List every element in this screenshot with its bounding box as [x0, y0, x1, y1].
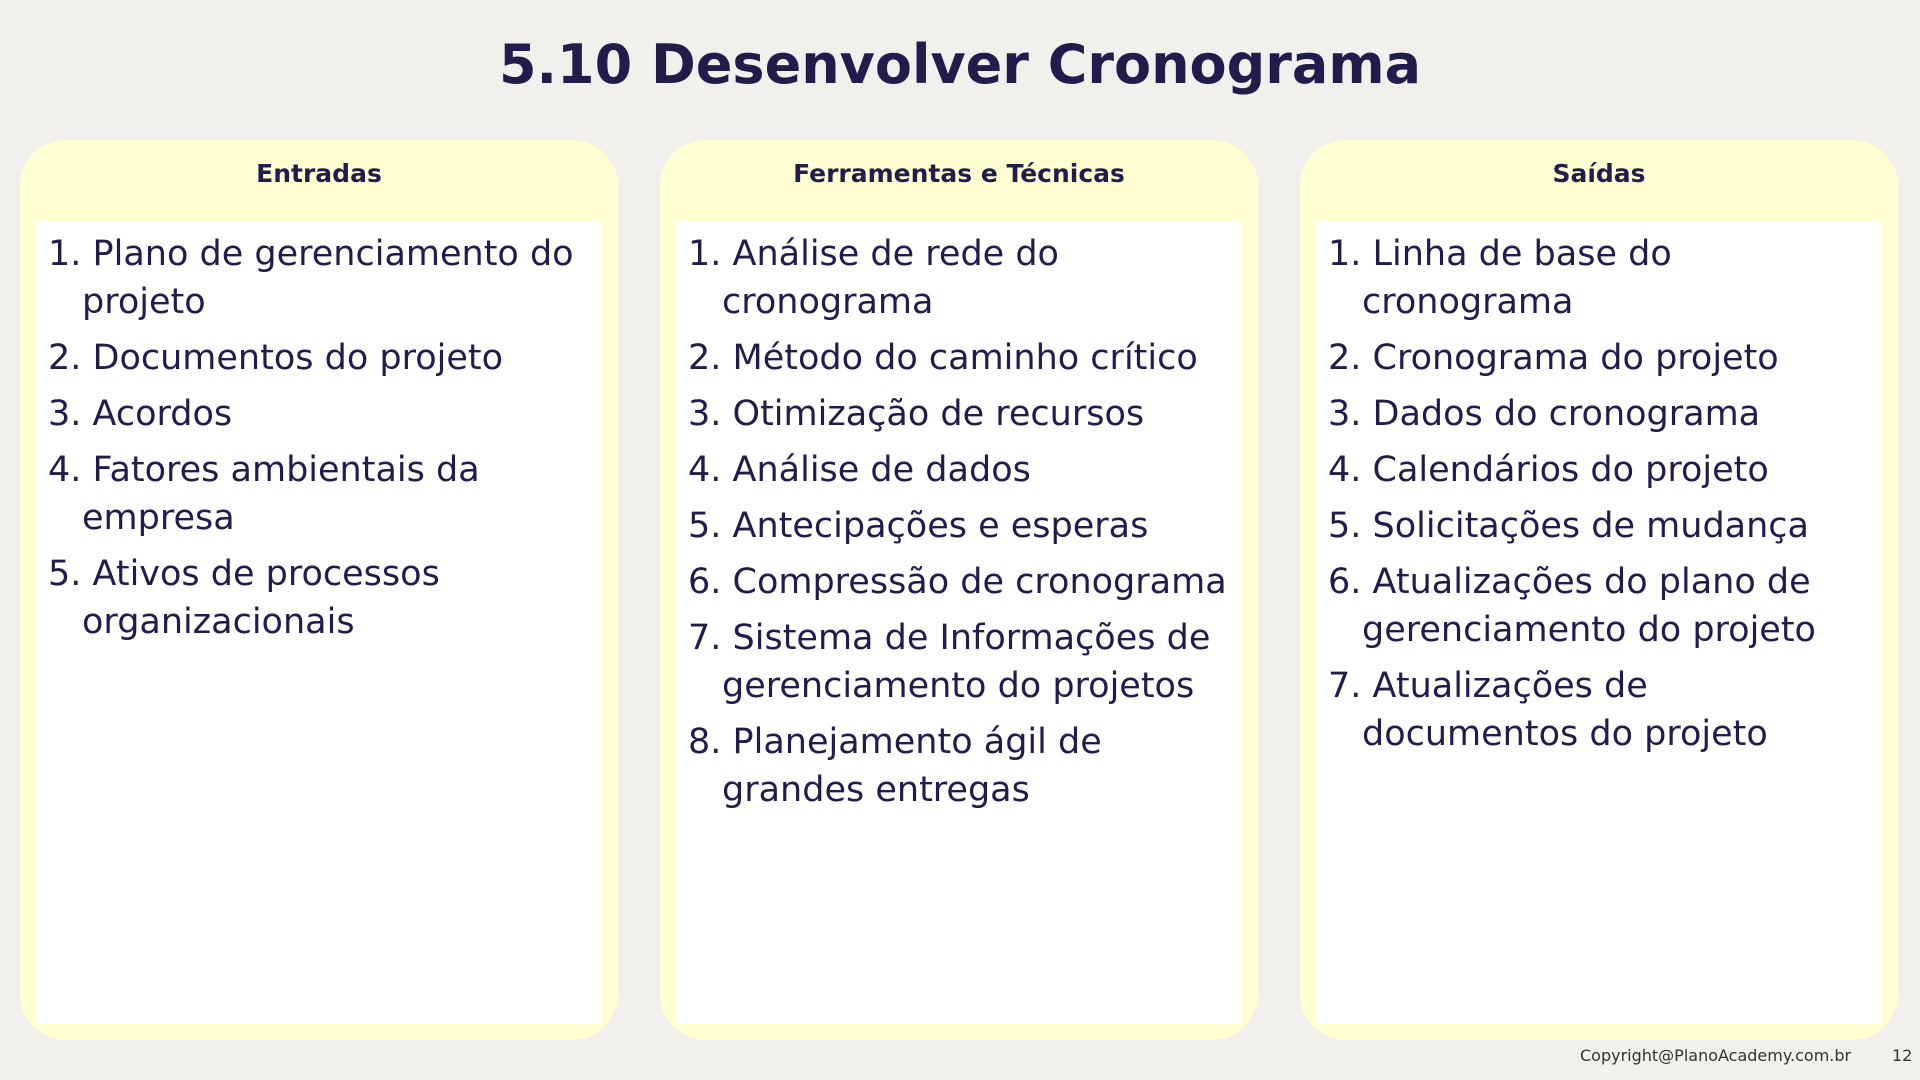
list-item: 4. Análise de dados — [688, 450, 1031, 490]
list-item: 3. Dados do cronograma — [1328, 394, 1761, 434]
list-saidas — [1328, 230, 1872, 758]
column-header-saidas: Saídas — [1552, 159, 1646, 188]
list-item: 4. Fatores ambientais da empresa — [48, 450, 480, 538]
list-item: 5. Solicitações de mudança — [1328, 506, 1809, 546]
list-item: 6. Compressão de cronograma — [688, 562, 1227, 602]
slide-title: 5.10 Desenvolver Cronograma — [498, 33, 1422, 96]
column-body-saidas — [1316, 222, 1882, 1024]
list-ferramentas — [688, 230, 1232, 814]
list-item: 3. Otimização de recursos — [688, 394, 1145, 434]
list-item: 2. Método do caminho crítico — [688, 338, 1198, 378]
list-item: 8. Planejamento ágil de grandes entregas — [688, 722, 1102, 810]
list-item: 5. Antecipações e esperas — [688, 506, 1149, 546]
list-item: 5. Ativos de processos organizacionais — [48, 554, 440, 642]
column-body-entradas — [36, 222, 602, 1024]
column-body-ferramentas — [676, 222, 1242, 1024]
list-item: 2. Documentos do projeto — [48, 338, 504, 378]
list-item: 2. Cronograma do projeto — [1328, 338, 1779, 378]
column-saidas — [1300, 140, 1898, 1040]
column-ferramentas — [660, 140, 1258, 1040]
list-item: 1. Plano de gerenciamento do projeto — [48, 234, 574, 322]
footer-copyright: Copyright@PlanoAcademy.com.br — [1580, 1046, 1852, 1065]
list-item: 1. Análise de rede do cronograma — [688, 234, 1059, 322]
list-item: 7. Sistema de Informações de gerenciamento do projetos — [688, 618, 1211, 706]
list-item: 4. Calendários do projeto — [1328, 450, 1769, 490]
list-item: 3. Acordos — [48, 394, 233, 434]
column-entradas — [20, 140, 618, 1040]
page-number: 12 — [1892, 1046, 1913, 1065]
list-item: 6. Atualizações do plano de gerenciamento do projeto — [1328, 562, 1816, 650]
list-item: 7. Atualizações de documentos do projeto — [1328, 666, 1768, 754]
column-header-entradas: Entradas — [256, 159, 382, 188]
list-item: 1. Linha de base do cronograma — [1328, 234, 1672, 322]
list-entradas — [48, 230, 592, 646]
column-header-ferramentas: Ferramentas e Técnicas — [793, 159, 1125, 188]
